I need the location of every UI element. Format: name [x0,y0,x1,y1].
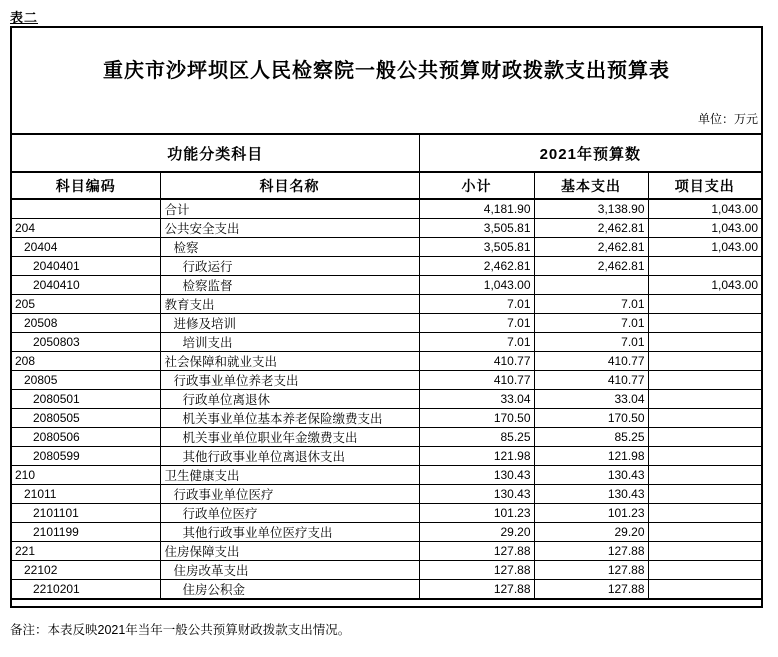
cell-subject-code: 204 [12,219,160,238]
cell-subject-name: 住房保障支出 [160,542,419,561]
cell-subject-name: 培训支出 [160,333,419,352]
cell-project-expenditure [648,447,761,466]
cell-subject-name: 行政事业单位养老支出 [160,371,419,390]
title-area [12,28,761,133]
cell-subject-name: 进修及培训 [160,314,419,333]
table-row [12,580,761,600]
table-row [12,561,761,580]
table-row [12,485,761,504]
cell-project-expenditure [648,314,761,333]
col-header-subject-name: 科目名称 [160,172,419,199]
cell-subject-code: 2080505 [12,409,160,428]
table-row [12,542,761,561]
cell-subject-name: 检察 [160,238,419,257]
table-row [12,314,761,333]
cell-basic-expenditure: 130.43 [534,485,648,504]
page-tag: 表二 [10,10,39,25]
cell-subject-name: 机关事业单位基本养老保险缴费支出 [160,409,419,428]
cell-subject-name: 其他行政事业单位离退休支出 [160,447,419,466]
cell-subject-code: 221 [12,542,160,561]
cell-project-expenditure [648,333,761,352]
cell-subject-code: 22102 [12,561,160,580]
cell-basic-expenditure: 121.98 [534,447,648,466]
cell-subject-code: 210 [12,466,160,485]
cell-subject-name: 住房公积金 [160,580,419,600]
cell-basic-expenditure: 170.50 [534,409,648,428]
cell-subtotal: 410.77 [419,352,534,371]
cell-project-expenditure [648,504,761,523]
table-row [12,276,761,295]
cell-basic-expenditure [534,276,648,295]
cell-subject-code: 2080599 [12,447,160,466]
cell-subject-code: 2050803 [12,333,160,352]
cell-project-expenditure [648,485,761,504]
cell-subject-code: 2210201 [12,580,160,600]
cell-basic-expenditure: 7.01 [534,314,648,333]
table-row [12,447,761,466]
cell-basic-expenditure: 33.04 [534,390,648,409]
cell-subject-code: 208 [12,352,160,371]
table-row [12,504,761,523]
cell-project-expenditure: 1,043.00 [648,276,761,295]
cell-project-expenditure [648,561,761,580]
table-row [12,199,761,219]
cell-subject-code: 2101101 [12,504,160,523]
cell-basic-expenditure: 2,462.81 [534,219,648,238]
cell-basic-expenditure: 3,138.90 [534,199,648,219]
table-row [12,409,761,428]
cell-subject-code: 2080506 [12,428,160,447]
cell-basic-expenditure: 127.88 [534,542,648,561]
budget-table-header [12,134,761,199]
cell-project-expenditure [648,466,761,485]
cell-basic-expenditure: 127.88 [534,561,648,580]
cell-subject-code: 205 [12,295,160,314]
cell-subtotal: 7.01 [419,314,534,333]
cell-subject-name: 行政单位离退休 [160,390,419,409]
cell-project-expenditure [648,257,761,276]
cell-subject-code: 20404 [12,238,160,257]
col-header-subtotal: 小计 [419,172,534,199]
table-row [12,371,761,390]
cell-project-expenditure: 1,043.00 [648,219,761,238]
cell-subtotal: 7.01 [419,333,534,352]
cell-basic-expenditure: 410.77 [534,371,648,390]
cell-project-expenditure: 1,043.00 [648,199,761,219]
cell-subtotal: 29.20 [419,523,534,542]
cell-project-expenditure [648,371,761,390]
table-row [12,219,761,238]
cell-subject-code: 20805 [12,371,160,390]
cell-basic-expenditure: 2,462.81 [534,238,648,257]
cell-subject-name: 机关事业单位职业年金缴费支出 [160,428,419,447]
page-title: 重庆市沙坪坝区人民检察院一般公共预算财政拨款支出预算表 [103,60,670,82]
cell-basic-expenditure: 29.20 [534,523,648,542]
cell-project-expenditure [648,428,761,447]
cell-basic-expenditure: 2,462.81 [534,257,648,276]
cell-project-expenditure [648,580,761,600]
cell-subtotal: 127.88 [419,561,534,580]
cell-subtotal: 410.77 [419,371,534,390]
cell-subject-name: 社会保障和就业支出 [160,352,419,371]
table-row [12,523,761,542]
table-row [12,466,761,485]
cell-project-expenditure [648,295,761,314]
table-row [12,352,761,371]
footnote: 备注：本表反映2021年当年一般公共预算财政拨款支出情况。 [10,623,351,637]
col-header-project-expenditure: 项目支出 [648,172,761,199]
cell-basic-expenditure: 410.77 [534,352,648,371]
cell-subtotal: 3,505.81 [419,219,534,238]
cell-subject-name: 合计 [160,199,419,219]
cell-subtotal: 2,462.81 [419,257,534,276]
table-row [12,390,761,409]
cell-subtotal: 85.25 [419,428,534,447]
cell-subject-name: 行政单位医疗 [160,504,419,523]
cell-subject-code: 21011 [12,485,160,504]
cell-subtotal: 130.43 [419,485,534,504]
cell-basic-expenditure: 85.25 [534,428,648,447]
cell-project-expenditure [648,523,761,542]
table-row [12,238,761,257]
cell-basic-expenditure: 101.23 [534,504,648,523]
cell-subject-code [12,199,160,219]
cell-project-expenditure [648,409,761,428]
cell-subtotal: 101.23 [419,504,534,523]
cell-subject-name: 卫生健康支出 [160,466,419,485]
cell-basic-expenditure: 127.88 [534,580,648,600]
header-columns-row [12,172,761,199]
table-row [12,333,761,352]
cell-project-expenditure [648,390,761,409]
cell-subtotal: 170.50 [419,409,534,428]
cell-basic-expenditure: 7.01 [534,295,648,314]
cell-subtotal: 1,043.00 [419,276,534,295]
cell-subtotal: 121.98 [419,447,534,466]
col-header-subject-code: 科目编码 [12,172,160,199]
cell-subject-code: 2040401 [12,257,160,276]
cell-subject-name: 公共安全支出 [160,219,419,238]
cell-project-expenditure [648,352,761,371]
cell-subject-name: 行政运行 [160,257,419,276]
cell-subject-name: 检察监督 [160,276,419,295]
table-row [12,257,761,276]
cell-subject-name: 行政事业单位医疗 [160,485,419,504]
cell-subtotal: 127.88 [419,542,534,561]
table-row [12,428,761,447]
cell-subject-name: 住房改革支出 [160,561,419,580]
cell-subtotal: 7.01 [419,295,534,314]
cell-project-expenditure [648,542,761,561]
budget-table-body [12,199,761,599]
cell-subtotal: 130.43 [419,466,534,485]
cell-subject-code: 2040410 [12,276,160,295]
cell-subject-name: 教育支出 [160,295,419,314]
header-group-row [12,134,761,172]
table-frame [10,26,763,608]
cell-subtotal: 3,505.81 [419,238,534,257]
col-header-basic-expenditure: 基本支出 [534,172,648,199]
cell-subtotal: 4,181.90 [419,199,534,219]
unit-note: 单位：万元 [697,112,758,126]
cell-basic-expenditure: 7.01 [534,333,648,352]
cell-subject-code: 20508 [12,314,160,333]
header-2021-budget: 2021年预算数 [419,134,761,172]
cell-subject-code: 2101199 [12,523,160,542]
budget-table [12,133,761,600]
cell-project-expenditure: 1,043.00 [648,238,761,257]
cell-subject-name: 其他行政事业单位医疗支出 [160,523,419,542]
cell-basic-expenditure: 130.43 [534,466,648,485]
header-functional-classification: 功能分类科目 [12,134,419,172]
cell-subject-code: 2080501 [12,390,160,409]
cell-subtotal: 33.04 [419,390,534,409]
cell-subtotal: 127.88 [419,580,534,600]
table-row [12,295,761,314]
